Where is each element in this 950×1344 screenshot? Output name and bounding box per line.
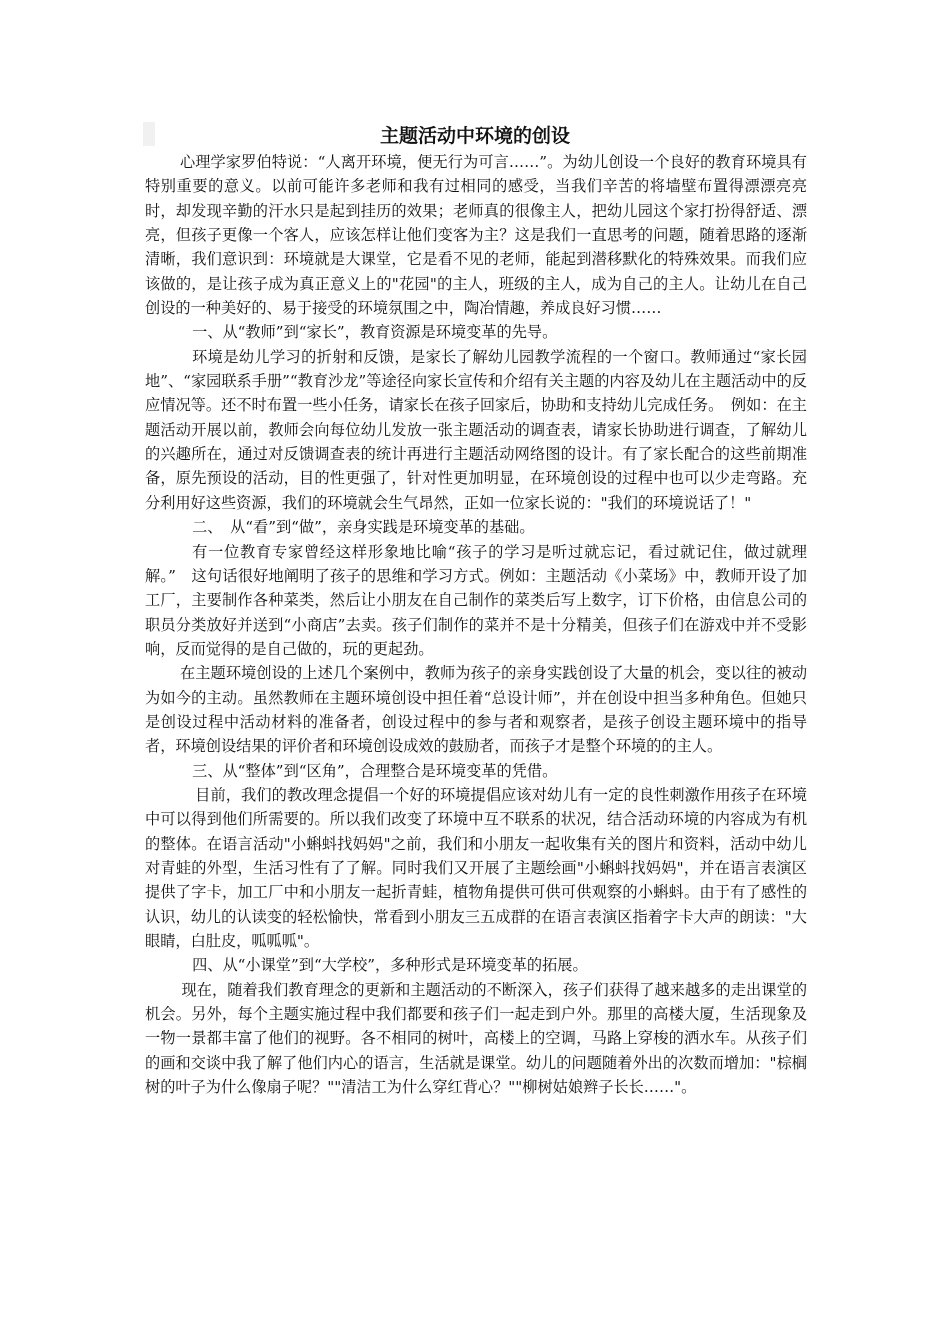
section-heading: 二、 从“看”到“做”，亲身实践是环境变革的基础。 [192,518,535,537]
body-paragraph: 有一位教育专家曾经这样形象地比喻“孩子的学习是听过就忘记，看过就记住，做过就理解。” 这句话很好地阐明了孩子的思维和学习方式。例如：主题活动《小菜场》中，教师开设了加工厂，主要制作各种菜类，然后让小朋友在自己制作的菜类后写上数字，订下价格，由信息公司的职员分类放好并送到“小商店”去卖。孩子们制作的菜并不是十分精美，但孩子们在游戏中并不受影响，反而觉得的是自己做的，玩的更起劲。 [145,542,807,658]
section-heading: 一、从“教师”到“家长”，教育资源是环境变革的先导。 [192,323,558,342]
section-heading: 四、从“小课堂”到“大学校”，多种形式是环境变革的拓展。 [192,956,588,975]
body-paragraph: 目前，我们的教改理念提倡一个好的环境提倡应该对幼儿有一定的良性刺激作用孩子在环境中可以得到他们所需要的。所以我们改变了环境中互不联系的状况，结合活动环境的内容成为有机的整体。在语言活动"小蝌蚪找妈妈"之前，我们和小朋友一起收集有关的图片和资料，活动中幼儿对青蛙的外型，生活习性有了了解。同时我们又开展了主题绘画"小蝌蚪找妈妈"，并在语言表演区提供了字卡，加工厂中和小朋友一起折青蛙，植物角提供可供可供观察的小蝌蚪。由于有了感性的认识，幼儿的认读变的轻松愉快，常看到小朋友三五成群的在语言表演区指着字卡大声的朗读："大眼睛，白肚皮，呱呱呱"。 [145,785,807,950]
body-paragraph: 环境是幼儿学习的折射和反馈，是家长了解幼儿园教学流程的一个窗口。教师通过“家长园地”、“家园联系手册”“教育沙龙”等途径向家长宣传和介绍有关主题的内容及幼儿在主题活动中的反应情况等。还不时布置一些小任务，请家长在孩子回家后，协助和支持幼儿完成任务。 例如：在主题活动开展以前，教师会向每位幼儿发放一张主题活动的调查表，请家长协助进行调查，了解幼儿的兴趣所在，通过对反馈调查表的统计再进行主题活动网络图的设计。有了家长配合的这些前期准备，原先预设的活动，目的性更强了，针对性更加明显，在环境创设的过程中也可以少走弯路。充分利用好这些资源，我们的环境就会生气昂然，正如一位家长说的："我们的环境说话了！" [145,347,807,512]
section-heading: 三、从“整体”到“区角”，合理整合是环境变革的凭借。 [192,761,558,780]
body-paragraph: 现在，随着我们教育理念的更新和主题活动的不断深入，孩子们获得了越来越多的走出课堂的机会。另外，每个主题实施过程中我们都要和孩子们一起走到户外。那里的高楼大厦，生活现象及一物一景都丰富了他们的视野。各不相同的树叶，高楼上的空调，马路上穿梭的洒水车。从孩子们的画和交谈中我了解了他们内心的语言，生活就是课堂。幼儿的问题随着外出的次数而增加："棕榈树的叶子为什么像扇子呢？""清洁工为什么穿红背心？""柳树姑娘辫子长长……"。 [145,980,807,1097]
body-paragraph: 心理学家罗伯特说：“人离开环境，便无行为可言……”。为幼儿创设一个良好的教育环境具有特别重要的意义。以前可能许多老师和我有过相同的感受，当我们辛苦的将墙壁布置得漂漂亮亮时，却发现辛勤的汗水只是起到挂历的效果；老师真的很像主人，把幼儿园这个家打扮得舒适、漂亮，但孩子更像一个客人，应该怎样让他们变客为主？这是我们一直思考的问题，随着思路的逐渐清晰，我们意识到：环境就是大课堂，它是看不见的老师，能起到潜移默化的特殊效果。而我们应该做的，是让孩子成为真正意义上的"花园"的主人，班级的主人，成为自己的主人。让幼儿在自己创设的一种美好的、易于接受的环境氛围之中，陶冶情趣，养成良好习惯…… [145,153,807,318]
document-body [145,150,807,1099]
body-paragraph: 在主题环境创设的上述几个案例中，教师为孩子的亲身实践创设了大量的机会，变以往的被动为如今的主动。虽然教师在主题环境创设中担任着“总设计师”，并在创设中担当多种角色。但她只是创设过程中活动材料的准备者，创设过程中的参与者和观察者，是孩子创设主题环境中的指导者，环境创设结果的评价者和环境创设成效的鼓励者，而孩子才是整个环境的的主人。 [145,664,807,756]
document-title: 主题活动中环境的创设 [379,125,570,147]
